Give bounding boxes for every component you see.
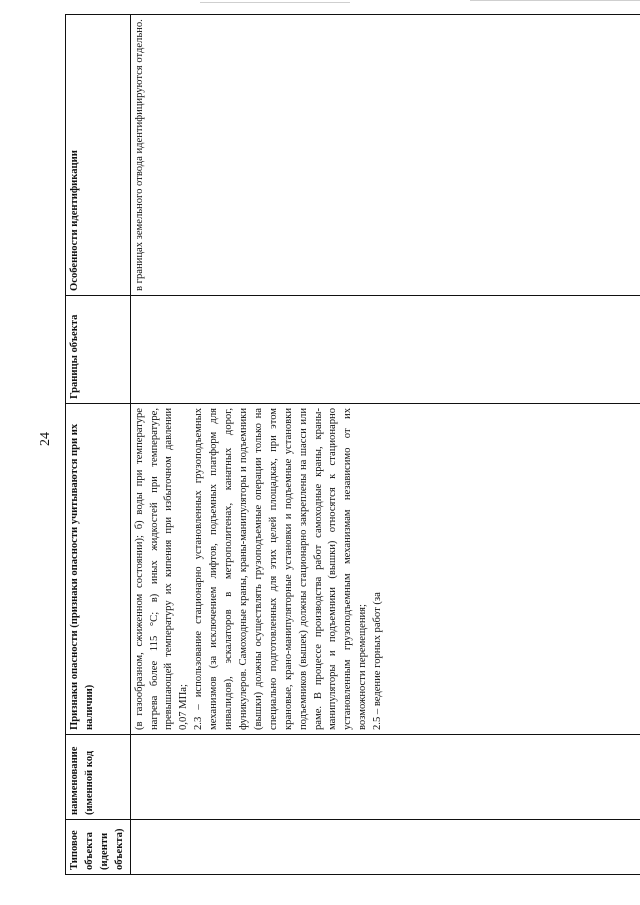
cell-object-type: [130, 820, 640, 875]
cell-identification-features: в границах земельного отвода идентифицируются отдельно.: [130, 15, 640, 296]
hazard-paragraph-3: 2.5 – ведение горных работ (за: [372, 592, 384, 730]
rotated-table-container: [65, 19, 630, 875]
table-header-row: [66, 15, 131, 875]
scan-line-top-right: [470, 0, 640, 1]
hazard-paragraph-1: (в газообразном, сжиженном состоянии); б) воды при температуре нагрева более 115 °С; в) иных жидкостей при температуре, превышающей температуру их кипения при избыточном давлении 0,07 МПа;: [133, 408, 190, 730]
identification-table: [65, 14, 640, 875]
header-object-type: Типовое объекта (иденти объекта): [66, 820, 131, 875]
table-row: [130, 15, 640, 875]
page-number: 24: [38, 432, 53, 446]
cell-hazard-signs: [130, 404, 640, 735]
header-object-boundaries: Границы объекта: [66, 296, 131, 404]
header-hazard-signs: Признаки опасности (признаки опасности учитываются при их наличии): [66, 404, 131, 735]
cell-object-name: [130, 735, 640, 820]
header-object-name: наименование (именной код: [66, 735, 131, 820]
scan-line-top: [200, 2, 350, 3]
cell-object-boundaries: [130, 296, 640, 404]
hazard-paragraph-2: 2.3 – использование стационарно установленных грузоподъемных механизмов (за исключением лифтов, подъемных платформ для инвалидов), эскалаторов в метрополитенах, канатных дорог, фуникулеров. Самоходные краны, краны-манипуляторы и подъемники (вышки) должны осуществлять грузоподъемные операции только на специально подготовленных для этих целей площадках, при этом крановые, крано-манипуляторные установки и подъемные установки подъемников (вышек) должны стационарно закреплены на шасси или раме. В процессе производства работ самоходные краны, краны-манипуляторы и подъемники (вышки) относятся к стационарно установленным грузоподъемным механизмам независимо от их возможности перемещения;: [193, 408, 369, 730]
header-identification-features: Особенности идентификации: [66, 15, 131, 296]
